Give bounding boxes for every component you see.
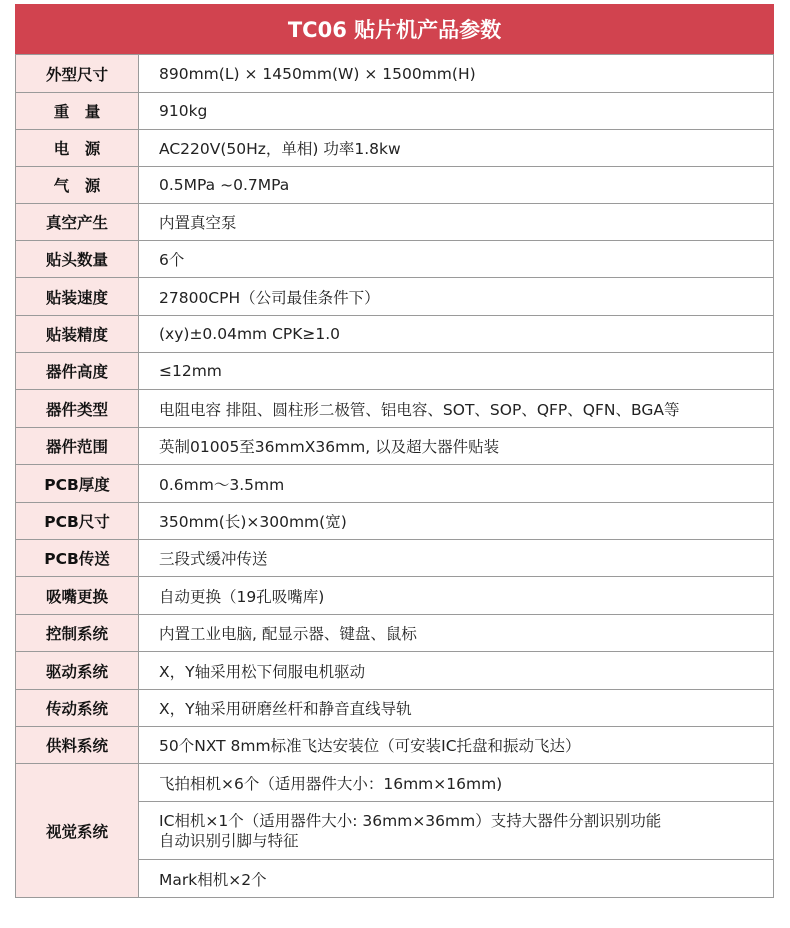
spec-value: 内置工业电脑, 配显示器、键盘、鼠标 — [139, 615, 774, 652]
page-title: TC06 贴片机产品参数 — [15, 4, 774, 54]
spec-value: 英制01005至36mmX36mm, 以及超大器件贴装 — [139, 428, 774, 465]
table-row — [16, 652, 774, 690]
spec-label: 器件类型 — [16, 390, 139, 428]
table-row — [16, 353, 774, 390]
table-row — [16, 615, 774, 652]
table-row — [16, 93, 774, 130]
spec-value: 0.6mm～3.5mm — [139, 465, 774, 503]
spec-label: 真空产生 — [16, 204, 139, 241]
spec-label: 器件高度 — [16, 353, 139, 390]
spec-value: AC220V(50Hz，单相) 功率1.8kw — [139, 130, 774, 167]
spec-label: PCB尺寸 — [16, 503, 139, 540]
spec-value: ≤12mm — [139, 353, 774, 390]
table-row — [16, 390, 774, 428]
table-row — [16, 55, 774, 93]
spec-value: 自动更换（19孔吸嘴库) — [139, 577, 774, 615]
spec-value: 0.5MPa ~0.7MPa — [139, 167, 774, 204]
spec-sheet — [15, 4, 774, 898]
spec-value: X，Y轴采用松下伺服电机驱动 — [139, 652, 774, 690]
spec-value: 910kg — [139, 93, 774, 130]
spec-label: 贴装精度 — [16, 316, 139, 353]
spec-label-vision: 视觉系统 — [16, 764, 139, 898]
spec-value: 50个NXT 8mm标准飞达安装位（可安装IC托盘和振动飞达） — [139, 727, 774, 764]
table-row — [16, 316, 774, 353]
table-row — [16, 503, 774, 540]
table-row — [16, 241, 774, 278]
spec-value: (xy)±0.04mm CPK≥1.0 — [139, 316, 774, 353]
table-row — [16, 167, 774, 204]
spec-label: 传动系统 — [16, 690, 139, 727]
spec-value: 27800CPH（公司最佳条件下） — [139, 278, 774, 316]
spec-value: X，Y轴采用研磨丝杆和静音直线导轨 — [139, 690, 774, 727]
spec-value: 内置真空泵 — [139, 204, 774, 241]
spec-label: PCB厚度 — [16, 465, 139, 503]
spec-label: 驱动系统 — [16, 652, 139, 690]
table-row — [16, 764, 774, 802]
spec-label: 贴头数量 — [16, 241, 139, 278]
spec-label: 重 量 — [16, 93, 139, 130]
ic-camera-line-1: IC相机×1个（适用器件大小: 36mm×36mm）支持大器件分割识别功能 — [159, 811, 662, 830]
spec-table — [15, 54, 774, 898]
table-row — [16, 727, 774, 764]
table-row — [16, 204, 774, 241]
table-row — [16, 690, 774, 727]
spec-value-flying-camera: 飞拍相机×6个（适用器件大小：16mm×16mm) — [139, 764, 774, 802]
spec-label: 气 源 — [16, 167, 139, 204]
spec-label: 外型尺寸 — [16, 55, 139, 93]
spec-label: 控制系统 — [16, 615, 139, 652]
spec-label: 吸嘴更换 — [16, 577, 139, 615]
spec-value: 6个 — [139, 241, 774, 278]
table-row — [16, 130, 774, 167]
table-row — [16, 465, 774, 503]
spec-label: 器件范围 — [16, 428, 139, 465]
ic-camera-line-2: 自动识别引脚与特征 — [159, 831, 299, 850]
spec-value: 890mm(L) × 1450mm(W) × 1500mm(H) — [139, 55, 774, 93]
table-row — [16, 540, 774, 577]
spec-value-mark-camera: Mark相机×2个 — [139, 860, 774, 898]
spec-label: 电 源 — [16, 130, 139, 167]
spec-value: 电阻电容 排阻、圆柱形二极管、铝电容、SOT、SOP、QFP、QFN、BGA等 — [139, 390, 774, 428]
table-row — [16, 577, 774, 615]
spec-value: 350mm(长)×300mm(宽) — [139, 503, 774, 540]
spec-value-ic-camera — [139, 802, 774, 860]
spec-label: PCB传送 — [16, 540, 139, 577]
table-row — [16, 278, 774, 316]
spec-label: 贴装速度 — [16, 278, 139, 316]
table-row — [16, 428, 774, 465]
spec-label: 供料系统 — [16, 727, 139, 764]
spec-value: 三段式缓冲传送 — [139, 540, 774, 577]
